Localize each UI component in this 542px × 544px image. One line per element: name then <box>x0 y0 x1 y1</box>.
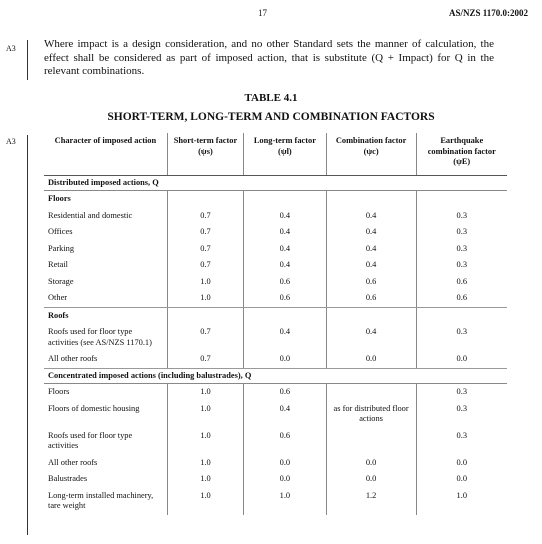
subheading: Roofs <box>44 307 167 324</box>
table-row: All other roofs 0.7 0.0 0.0 0.0 <box>44 351 507 368</box>
table-title: SHORT-TERM, LONG-TERM AND COMBINATION FACTORS <box>107 111 435 123</box>
header-combination: Combination factor (ψc) <box>326 133 416 175</box>
table-row: Residential and domestic 0.7 0.4 0.4 0.3 <box>44 208 507 225</box>
header-short-term: Short-term factor (ψs) <box>167 133 243 175</box>
impact-paragraph <box>44 38 494 79</box>
table-row: Long-term installed machinery, tare weight 1.0 1.0 1.2 1.0 <box>44 488 507 515</box>
header-long-term: Long-term factor (ψl) <box>244 133 327 175</box>
table-row: Roofs used for floor type activities 1.0 0.6 0.3 <box>44 428 507 455</box>
table-row: Retail 0.7 0.4 0.4 0.3 <box>44 257 507 274</box>
table-row: Floors of domestic housing 1.0 0.4 as for distributed floor actions 0.3 <box>44 401 507 428</box>
table-row: Parking 0.7 0.4 0.4 0.3 <box>44 241 507 258</box>
subheading: Floors <box>44 191 167 208</box>
table-row: All other roofs 1.0 0.0 0.0 0.0 <box>44 455 507 472</box>
amendment-bar <box>27 40 28 80</box>
standard-code: AS/NZS 1170.0:2002 <box>448 8 528 18</box>
table-row: Storage 1.0 0.6 0.6 0.6 <box>44 274 507 291</box>
paragraph-text: Where impact is a design consideration, and no other Standard sets the manner of calculation, the effect shall be considered as part of imposed action, that is substitute (Q + Impact) for Q in the relevant combinations. <box>44 38 494 77</box>
table-header-row <box>44 133 507 175</box>
subheading-row <box>44 307 507 324</box>
table-row: Offices 0.7 0.4 0.4 0.3 <box>44 224 507 241</box>
amendment-mark: A3 <box>6 137 16 146</box>
amendment-bar <box>27 135 28 535</box>
header-earthquake: Earthquake combination factor (ψE) <box>416 133 507 175</box>
table-number: TABLE 4.1 <box>244 92 298 104</box>
factors-table <box>44 133 507 515</box>
table-row: Other 1.0 0.6 0.6 0.6 <box>44 290 507 307</box>
table-row: Floors 1.0 0.6 0.3 <box>44 384 507 401</box>
subheading-row <box>44 191 507 208</box>
amendment-mark: A3 <box>6 44 16 53</box>
header-character: Character of imposed action <box>44 133 167 175</box>
section-title: Concentrated imposed actions (including balustrades), Q <box>44 368 507 384</box>
page-number: 17 <box>258 8 267 18</box>
section-title: Distributed imposed actions, Q <box>44 175 507 191</box>
table-row: Balustrades 1.0 0.0 0.0 0.0 <box>44 471 507 488</box>
section-title-row <box>44 368 507 384</box>
table-row: Roofs used for floor type activities (see AS/NZS 1170.1) 0.7 0.4 0.4 0.3 <box>44 324 507 351</box>
section-title-row <box>44 175 507 191</box>
